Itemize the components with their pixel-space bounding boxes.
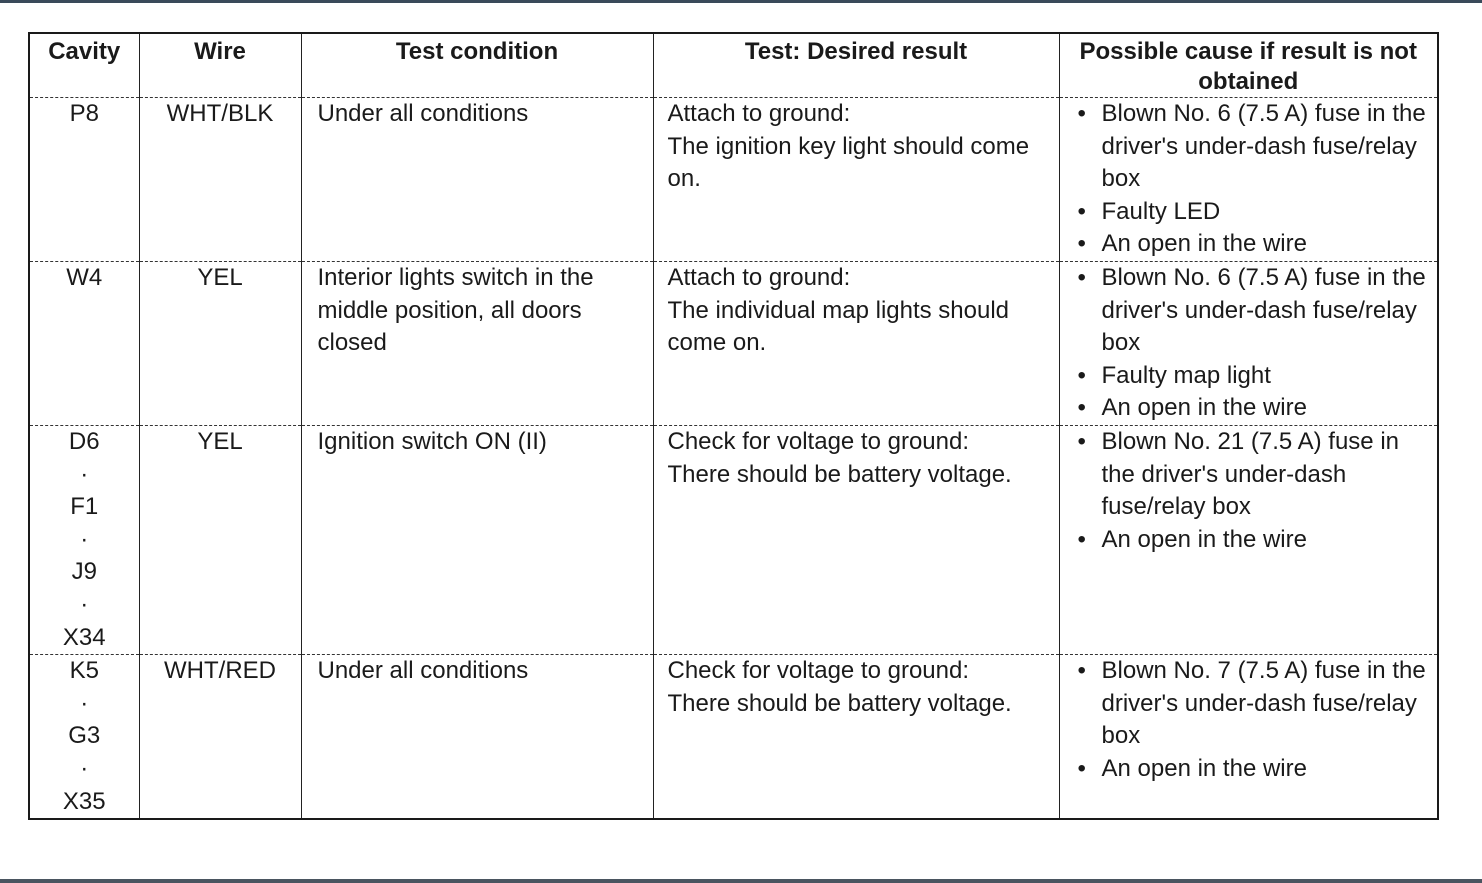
list-item: [1076, 196, 1438, 229]
cavity-label: D6: [68, 428, 100, 455]
desired-result-cell: [653, 262, 1059, 426]
cause-list: [1076, 655, 1438, 785]
possible-cause-cell: [1059, 426, 1438, 655]
cause-text: Faulty LED: [1101, 197, 1221, 225]
test-condition-cell: Under all conditions: [301, 655, 653, 819]
cause-text: Blown No. 21 (7.5 A) fuse in the driver's under-dash fuse/relay box: [1101, 428, 1399, 521]
separator-dot: ·: [80, 460, 89, 488]
table-row: [29, 426, 1438, 655]
result-line: Attach to ground:: [667, 100, 851, 127]
table-header-row: [29, 33, 1438, 98]
cavity-label: X35: [62, 787, 106, 815]
desired-result-cell: [653, 98, 1059, 262]
bullet-icon: •: [1077, 361, 1086, 389]
header-desired-result: Test: Desired result: [653, 33, 1059, 98]
result-line: There should be battery voltage.: [667, 460, 1012, 488]
cavity-cell: [29, 426, 139, 655]
cause-text: Blown No. 7 (7.5 A) fuse in the driver's under-dash fuse/relay box: [1101, 657, 1426, 750]
cavity-label: W4: [66, 264, 103, 291]
result-line: There should be battery voltage.: [667, 689, 1012, 717]
test-condition-cell: Under all conditions: [301, 98, 653, 262]
circuit-test-table: [28, 32, 1439, 820]
bullet-icon: •: [1077, 264, 1086, 291]
list-item: [1076, 426, 1438, 524]
separator-dot: ·: [80, 525, 89, 553]
bullet-icon: •: [1077, 230, 1086, 258]
cause-text: An open in the wire: [1101, 230, 1307, 258]
test-condition-cell: Ignition switch ON (II): [301, 426, 653, 655]
cause-text: Faulty map light: [1101, 361, 1271, 389]
list-item: [1076, 228, 1438, 261]
page-top-border: [0, 0, 1482, 3]
cause-text: An open in the wire: [1101, 525, 1307, 553]
desired-result-cell: [653, 655, 1059, 819]
bullet-icon: •: [1077, 428, 1086, 455]
wire-cell: WHT/BLK: [139, 98, 301, 262]
bullet-icon: •: [1077, 657, 1086, 685]
bullet-icon: •: [1077, 525, 1086, 553]
cavity-label: F1: [70, 493, 99, 521]
bullet-icon: •: [1077, 100, 1086, 127]
table-row: [29, 655, 1438, 819]
list-item: [1076, 98, 1438, 196]
list-item: [1076, 360, 1438, 393]
desired-result-cell: [653, 426, 1059, 655]
possible-cause-cell: [1059, 98, 1438, 262]
list-item: [1076, 753, 1438, 786]
possible-cause-cell: [1059, 262, 1438, 426]
cavity-cell: [29, 655, 139, 819]
wire-cell: YEL: [139, 426, 301, 655]
header-cavity: Cavity: [29, 33, 139, 98]
cause-text: Blown No. 6 (7.5 A) fuse in the driver's under-dash fuse/relay box: [1101, 264, 1426, 357]
result-line: Attach to ground:: [667, 264, 851, 291]
cavity-label: J9: [71, 558, 97, 586]
page-bottom-border: [0, 879, 1482, 883]
result-line: Check for voltage to ground:: [667, 657, 970, 685]
bullet-icon: •: [1077, 754, 1086, 782]
header-wire: Wire: [139, 33, 301, 98]
cause-text: Blown No. 6 (7.5 A) fuse in the driver's under-dash fuse/relay box: [1101, 100, 1426, 193]
cause-text: An open in the wire: [1101, 394, 1307, 422]
separator-dot: ·: [80, 590, 89, 618]
bullet-icon: •: [1077, 197, 1086, 225]
wire-cell: WHT/RED: [139, 655, 301, 819]
header-possible-cause: Possible cause if result is not obtained: [1059, 33, 1438, 98]
cause-list: [1076, 98, 1438, 261]
list-item: [1076, 524, 1438, 557]
cause-list: [1076, 262, 1438, 425]
list-item: [1076, 655, 1438, 753]
table-row: [29, 262, 1438, 426]
table-row: [29, 98, 1438, 262]
cavity-label: P8: [69, 100, 99, 127]
cavity-cell: [29, 98, 139, 262]
test-condition-cell: Interior lights switch in the middle position, all doors closed: [301, 262, 653, 426]
cavity-label: K5: [69, 657, 99, 685]
result-line: Check for voltage to ground:: [667, 428, 970, 455]
cavity-label: G3: [68, 722, 101, 750]
possible-cause-cell: [1059, 655, 1438, 819]
separator-dot: ·: [80, 754, 89, 782]
cavity-label: X34: [62, 623, 106, 651]
list-item: [1076, 262, 1438, 360]
list-item: [1076, 392, 1438, 425]
separator-dot: ·: [80, 689, 89, 717]
wire-cell: YEL: [139, 262, 301, 426]
bullet-icon: •: [1077, 394, 1086, 422]
result-line: The ignition key light should come on.: [667, 132, 1030, 193]
cause-text: An open in the wire: [1101, 754, 1307, 782]
result-line: The individual map lights should come on.: [667, 296, 1010, 357]
cavity-cell: [29, 262, 139, 426]
cause-list: [1076, 426, 1438, 556]
header-test-condition: Test condition: [301, 33, 653, 98]
